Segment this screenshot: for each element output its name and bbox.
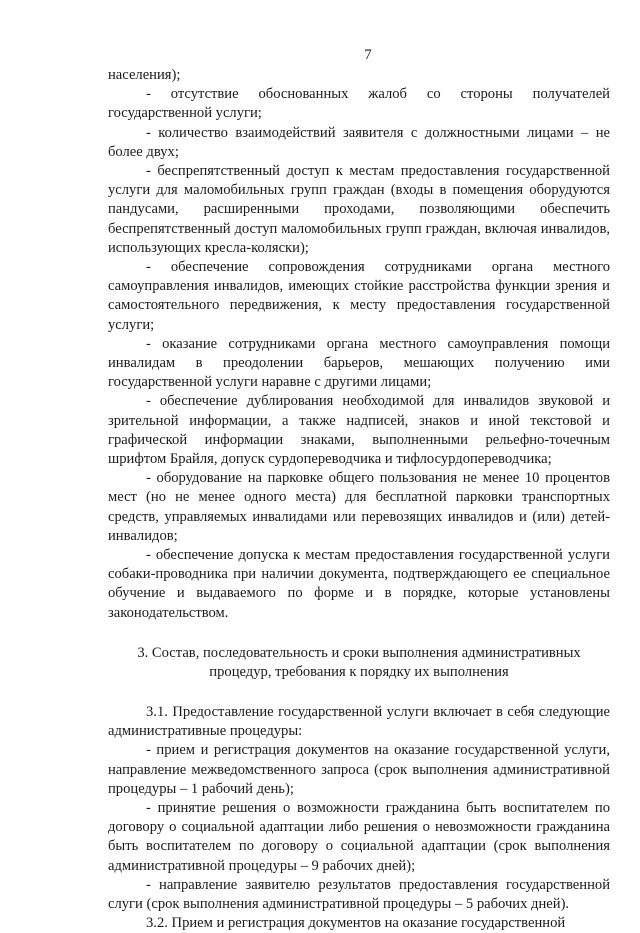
list-item-notification: - направление заявителю результатов предоставления государственной слуги (срок выполнения административной процедуры – 5 рабочих дней). [108,876,610,912]
section-heading [108,644,610,682]
list-item-unobstructed-access: - беспрепятственный доступ к местам предоставления государственной услуги для маломобильных групп граждан (входы в помещения оборудуются пандусами, расширенными проходами, позволяющими обеспечить беспрепятственный доступ маломобильных групп граждан, включая инвалидов, использующих кресла-коляски); [108,163,610,256]
clause-3-2: 3.2. Прием и регистрация документов на оказание государственной [146,915,566,932]
list-item-guide-dog: - обеспечение допуска к местам предоставления государственной услуги собаки-проводника при наличии документа, подтверждающего ее специальное обучение и выдаваемого по форме и в порядке, которые установлены законодательством. [108,547,610,621]
page-number: 7 [364,47,372,63]
list-item-reception: - прием и регистрация документов на оказание государственной услуги, направление межведомственного запроса (срок выполнения административной процедуры – 1 рабочий день); [108,742,610,797]
document-body [108,66,610,933]
list-item-escort: - обеспечение сопровождения сотрудниками органа местного самоуправления инвалидов, имеющих стойкие расстройства функции зрения и самостоятельного передвижения, к месту предоставления государственной услуги; [108,259,610,333]
list-item-assistance: - оказание сотрудниками органа местного самоуправления помощи инвалидам в преодолении барьеров, мешающих получению ими государственной услуги наравне с другими лицами; [108,335,610,391]
list-item-no-complaints: - отсутствие обоснованных жалоб со стороны получателей государственной услуги; [108,86,610,122]
section-title-line-1: 3. Состав, последовательность и сроки выполнения административных [137,644,581,661]
section-title-line-2: процедур, требования к порядку их выполнения [209,663,509,680]
list-item-decision: - принятие решения о возможности гражданина быть воспитателем по договору о социальной адаптации либо решения о невозможности гражданина быть воспитателем по договору о социальной адаптации (срок выполнения административной процедуры – 9 рабочих дней); [108,799,610,874]
paragraph-continuation: населения); [108,67,181,83]
clause-3-1: 3.1. Предоставление государственной услуги включает в себя следующие административные процедуры: [108,703,610,740]
list-item-parking: - оборудование на парковке общего пользования не менее 10 процентов мест (но не менее одного места) для бесплатной парковки транспортных средств, управляемых инвалидами или перевозящих инвалидов и (или) детей-инвалидов; [108,470,610,544]
list-item-duplication: - обеспечение дублирования необходимой для инвалидов звуковой и зрительной информации, а также надписей, знаков и иной текстовой и графической информации знаками, выполненными рельефно-точечным шрифтом Брайля, допуск сурдопереводчика и тифлосурдопереводчика; [108,393,610,468]
list-item-interactions-count: - количество взаимодействий заявителя с должностными лицами – не более двух; [108,124,610,160]
